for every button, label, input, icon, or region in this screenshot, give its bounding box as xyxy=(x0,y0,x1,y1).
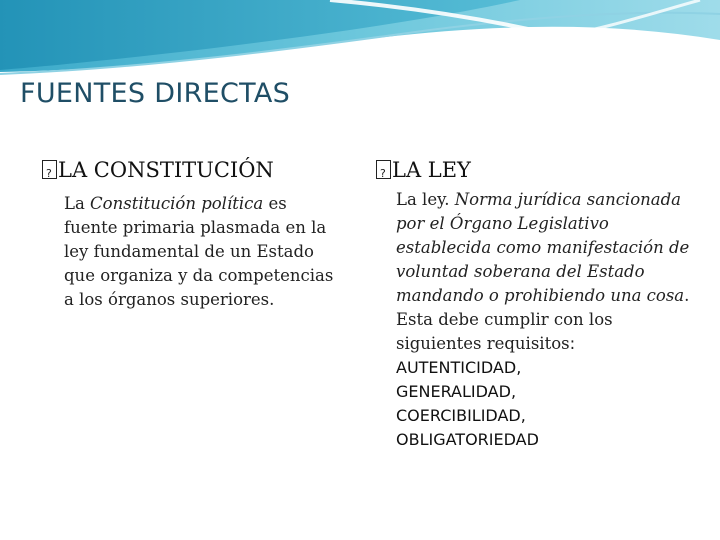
header-wave-banner xyxy=(0,0,720,90)
constitucion-description: La Constitución política es fuente primaria plasmada en la ley fundamental de un Estado que organiza y da competencias a los órganos superiores. xyxy=(64,194,334,309)
column-ley xyxy=(376,156,696,452)
page-title: FUENTES DIRECTAS xyxy=(20,78,291,109)
column-constitucion xyxy=(42,156,342,312)
list-item: OBLIGATORIEDAD xyxy=(396,430,539,449)
heading-ley: ?LA LEY xyxy=(376,156,696,184)
missing-glyph-icon xyxy=(376,160,391,179)
requisitos-list xyxy=(376,356,696,452)
ley-description: La ley. Norma jurídica sancionada por el Órgano Legislativo establecida como manifestación de voluntad soberana del Estado mandando o prohibiendo una cosa. Esta debe cumplir con los siguientes requisitos: xyxy=(396,190,690,353)
heading-constitucion: ?LA CONSTITUCIÓN xyxy=(42,156,342,184)
list-item: AUTENTICIDAD, xyxy=(396,358,522,377)
list-item: COERCIBILIDAD, xyxy=(396,406,526,425)
missing-glyph-icon xyxy=(42,160,57,179)
list-item: GENERALIDAD, xyxy=(396,382,517,401)
